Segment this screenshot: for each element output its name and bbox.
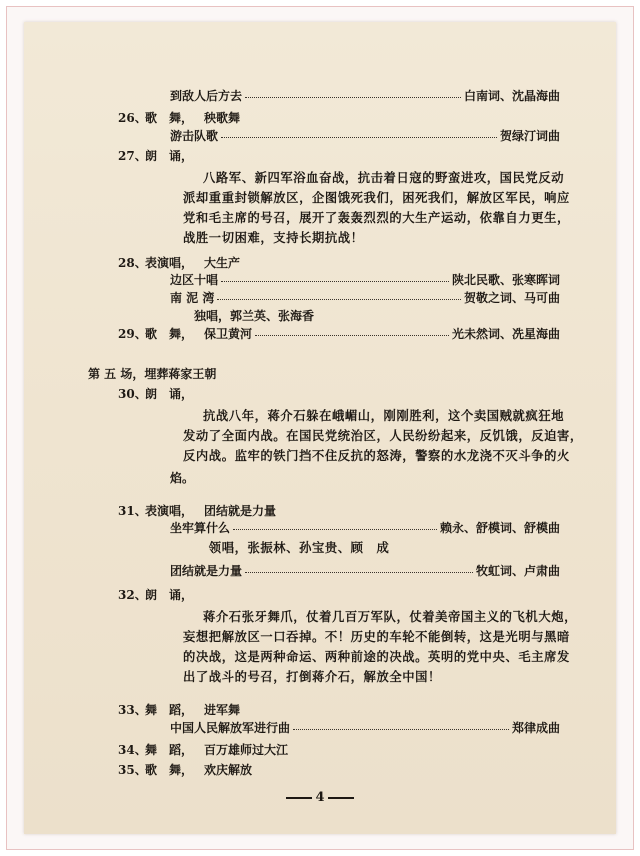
item-category: 歌 舞， [145,111,194,125]
narration-text: 派却重重封锁解放区，企图饿死我们，困死我们，解放区军民，响应 [183,190,570,205]
item-title: 团结就是力量 [204,504,277,518]
narration-text: 战胜一切困难，支持长期抗战！ [183,230,364,245]
song-title: 坐牢算什么 [170,521,231,535]
item-number: 29、 [118,327,147,341]
song-title: 团结就是力量 [170,564,243,578]
item-number: 32、 [118,588,147,602]
item-number: 31、 [118,504,147,518]
song-credit: 光未然词、冼星海曲 [451,327,560,341]
narration-text: 领唱，张振林、孙宝贵、顾 成 [183,540,390,555]
item-number: 28、 [118,256,147,270]
item-title: 百万雄师过大江 [204,743,289,757]
dotted-leader [245,572,473,573]
item-category: 朗 诵， [145,387,194,401]
item-category: 舞 蹈， [145,703,194,717]
song-title: 保卫黄河 [204,327,253,341]
item-title: 独唱，郭兰英、张海香 [170,309,315,323]
narration-text: 八路军、新四军浴血奋战，抗击着日寇的野蛮进攻，国民党反动 [203,170,565,185]
page-number-dash-right [328,797,354,799]
item-number: 35、 [118,763,147,777]
item-title: 秧歌舞 [204,111,241,125]
song-title: 游击队歌 [170,129,219,143]
item-category: 表演唱， [145,504,194,518]
dotted-leader [293,729,509,730]
item-category: 歌 舞， [145,763,194,777]
item-title: 欢庆解放 [204,763,253,777]
narration-text: 的决战，这是两种命运、两种前途的决战。英明的党中央、毛主席发 [183,649,570,664]
item-title: 进军舞 [204,703,241,717]
dotted-leader [255,335,449,336]
narration-text: 出了战斗的号召，打倒蒋介石，解放全中国！ [183,669,441,684]
item-number: 30、 [118,387,147,401]
song-title: 到敌人后方去 [170,89,243,103]
item-category: 歌 舞， [145,327,194,341]
item-number: 27、 [118,149,147,163]
item-number: 33、 [118,703,147,717]
dotted-leader [245,97,461,98]
page-number [0,790,640,805]
narration-text: 妄想把解放区一口吞掉。不！历史的车轮不能倒转，这是光明与黑暗 [183,629,570,644]
narration-text: 反内战。监牢的铁门挡不住反抗的怒涛，警察的水龙浇不灭斗争的火 [183,448,570,463]
narration-text: 抗战八年，蒋介石躲在峨嵋山，刚刚胜利，这个卖国贼就疯狂地 [203,408,565,423]
item-category: 朗 诵， [145,149,194,163]
narration-text: 蒋介石张牙舞爪，仗着几百万军队，仗着美帝国主义的飞机大炮， [203,609,578,624]
dotted-leader [217,299,461,300]
item-number: 26、 [118,111,147,125]
item-category: 朗 诵， [145,588,194,602]
song-credit: 贺敬之词、马可曲 [463,291,560,305]
item-number: 34、 [118,743,147,757]
song-credit: 郑律成曲 [511,721,560,735]
narration-text: 发动了全面内战。在国民党统治区，人民纷纷起来，反饥饿，反迫害， [183,428,583,443]
item-category: 表演唱， [145,256,194,270]
song-credit: 赖永、舒模词、舒模曲 [439,521,560,535]
item-title: 焰。 [170,471,195,485]
page-number-dash-left [286,797,312,799]
song-credit: 陕北民歌、张寒晖词 [451,273,560,287]
song-credit: 牧虹词、卢肃曲 [475,564,560,578]
section-title: 第 五 场，埋葬蒋家王朝 [88,367,217,381]
song-title: 边区十唱 [170,273,219,287]
dotted-leader [221,281,449,282]
narration-text: 党和毛主席的号召，展开了轰轰烈烈的大生产运动，依靠自力更生， [183,210,570,225]
page-number-text: 4 [315,790,325,805]
dotted-leader [221,137,497,138]
song-credit: 白南词、沈晶海曲 [463,89,560,103]
dotted-leader [233,529,437,530]
item-title: 大生产 [204,256,241,270]
item-category: 舞 蹈， [145,743,194,757]
song-credit: 贺绿汀词曲 [499,129,560,143]
song-title: 中国人民解放军进行曲 [170,721,291,735]
song-title: 南 泥 湾 [170,291,215,305]
